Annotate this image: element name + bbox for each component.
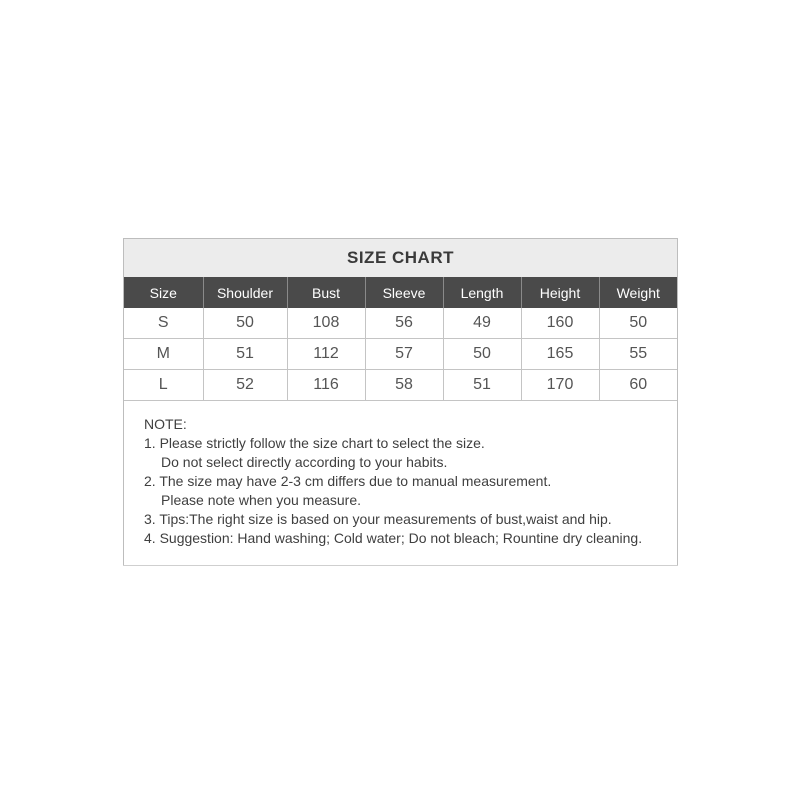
table-cell: 51 (203, 339, 287, 370)
column-header-height: Height (521, 277, 599, 308)
column-header-weight: Weight (599, 277, 677, 308)
table-header-row (124, 277, 677, 308)
size-chart (123, 238, 678, 566)
table-cell: 112 (287, 339, 365, 370)
table-cell: 160 (521, 308, 599, 339)
column-header-bust: Bust (287, 277, 365, 308)
note-line: 2. The size may have 2-3 cm differs due to manual measurement. (144, 473, 552, 489)
column-header-size: Size (124, 277, 203, 308)
table-cell: 170 (521, 370, 599, 401)
note-line: Please note when you measure. (161, 492, 362, 508)
table-row (124, 308, 677, 339)
table-cell: M (124, 339, 203, 370)
table-cell: L (124, 370, 203, 401)
table-cell: 55 (599, 339, 677, 370)
table-cell: 108 (287, 308, 365, 339)
note-line: Do not select directly according to your habits. (161, 454, 448, 470)
note-line: 1. Please strictly follow the size chart to select the size. (144, 435, 485, 451)
table-cell: 56 (365, 308, 443, 339)
table-cell: 52 (203, 370, 287, 401)
table-cell: 58 (365, 370, 443, 401)
table-cell: 51 (443, 370, 521, 401)
size-table (124, 277, 677, 401)
table-cell: 60 (599, 370, 677, 401)
table-row (124, 339, 677, 370)
table-row (124, 370, 677, 401)
column-header-sleeve: Sleeve (365, 277, 443, 308)
table-cell: 116 (287, 370, 365, 401)
note-line: 3. Tips:The right size is based on your measurements of bust,waist and hip. (144, 511, 612, 527)
table-cell: 57 (365, 339, 443, 370)
table-cell: 50 (599, 308, 677, 339)
table-cell: S (124, 308, 203, 339)
notes-section (124, 401, 677, 548)
size-chart-title: SIZE CHART (124, 239, 677, 277)
table-cell: 50 (443, 339, 521, 370)
notes-heading: NOTE: (144, 416, 187, 432)
note-line: 4. Suggestion: Hand washing; Cold water; Do not bleach; Rountine dry cleaning. (144, 530, 643, 546)
column-header-length: Length (443, 277, 521, 308)
table-cell: 49 (443, 308, 521, 339)
table-cell: 50 (203, 308, 287, 339)
table-cell: 165 (521, 339, 599, 370)
column-header-shoulder: Shoulder (203, 277, 287, 308)
